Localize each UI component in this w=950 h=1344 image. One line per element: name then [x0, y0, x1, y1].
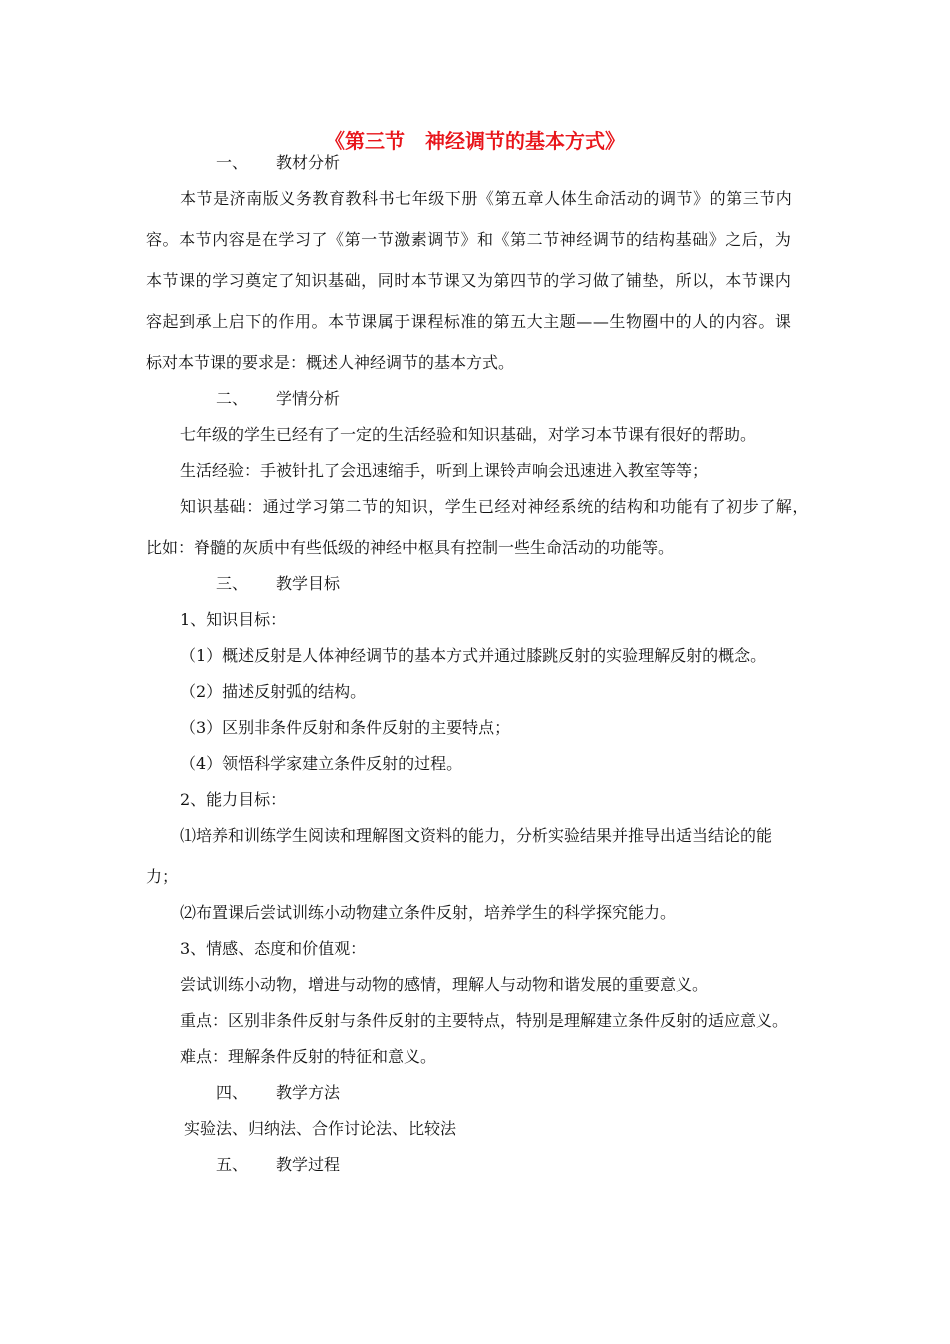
ability-item-1: ⑴培养和训练学生阅读和理解图文资料的能力，分析实验结果并推导出适当结论的能 — [180, 826, 773, 845]
knowledge-heading: 1、知识目标： — [180, 610, 287, 629]
section-heading-4 — [216, 1083, 340, 1103]
learners-line-4: 比如：脊髓的灰质中有些低级的神经中枢具有控制一些生命活动的功能等。 — [146, 538, 675, 557]
knowledge-item-1: （1）概述反射是人体神经调节的基本方式并通过膝跳反射的实验理解反射的概念。 — [180, 646, 767, 665]
section-number: 一、 — [216, 153, 249, 172]
difficulty: 难点：理解条件反射的特征和意义。 — [180, 1047, 437, 1066]
section-number: 四、 — [216, 1083, 249, 1102]
section-number: 三、 — [216, 574, 249, 593]
emotion-heading: 3、情感、态度和价值观： — [180, 939, 367, 958]
key-point: 重点：区别非条件反射与条件反射的主要特点，特别是理解建立条件反射的适应意义。 — [180, 1011, 789, 1030]
section-heading-3 — [216, 574, 340, 594]
analysis-line-2: 容。本节内容是在学习了《第一节激素调节》和《第二节神经调节的结构基础》之后，为 — [146, 230, 792, 249]
section-number: 二、 — [216, 389, 249, 408]
knowledge-item-3: （3）区别非条件反射和条件反射的主要特点； — [180, 718, 511, 737]
ability-item-1-cont: 力； — [146, 867, 179, 886]
section-heading-5 — [216, 1155, 340, 1175]
knowledge-item-4: （4）领悟科学家建立条件反射的过程。 — [180, 754, 463, 773]
analysis-line-1: 本节是济南版义务教育教科书七年级下册《第五章人体生命活动的调节》的第三节内 — [180, 189, 793, 208]
learners-line-1: 七年级的学生已经有了一定的生活经验和知识基础，对学习本节课有很好的帮助。 — [180, 425, 757, 444]
learners-line-2: 生活经验：手被针扎了会迅速缩手，听到上课铃声响会迅速进入教室等等； — [180, 461, 709, 480]
ability-heading: 2、能力目标： — [180, 790, 287, 809]
methods-text: 实验法、归纳法、合作讨论法、比较法 — [184, 1119, 457, 1138]
knowledge-item-2: （2）描述反射弧的结构。 — [180, 682, 367, 701]
section-heading-1 — [216, 153, 340, 173]
analysis-line-4: 容起到承上启下的作用。本节课属于课程标准的第五大主题——生物圈中的人的内容。课 — [146, 312, 792, 331]
analysis-line-5: 标对本节课的要求是：概述人神经调节的基本方式。 — [146, 353, 515, 372]
section-label: 教学方法 — [276, 1083, 341, 1102]
section-number: 五、 — [216, 1155, 249, 1174]
section-heading-2 — [216, 389, 340, 409]
section-label: 学情分析 — [276, 389, 341, 408]
section-label: 教学过程 — [276, 1155, 341, 1174]
ability-item-2: ⑵布置课后尝试训练小动物建立条件反射，培养学生的科学探究能力。 — [180, 903, 677, 922]
section-label: 教学目标 — [276, 574, 341, 593]
analysis-line-3: 本节课的学习奠定了知识基础，同时本节课又为第四节的学习做了铺垫，所以，本节课内 — [146, 271, 792, 290]
learners-line-3: 知识基础：通过学习第二节的知识，学生已经对神经系统的结构和功能有了初步了解， — [180, 497, 809, 516]
document-title: 《第三节 神经调节的基本方式》 — [325, 129, 625, 153]
emotion-text: 尝试训练小动物，增进与动物的感情，理解人与动物和谐发展的重要意义。 — [180, 975, 709, 994]
section-label: 教材分析 — [276, 153, 341, 172]
